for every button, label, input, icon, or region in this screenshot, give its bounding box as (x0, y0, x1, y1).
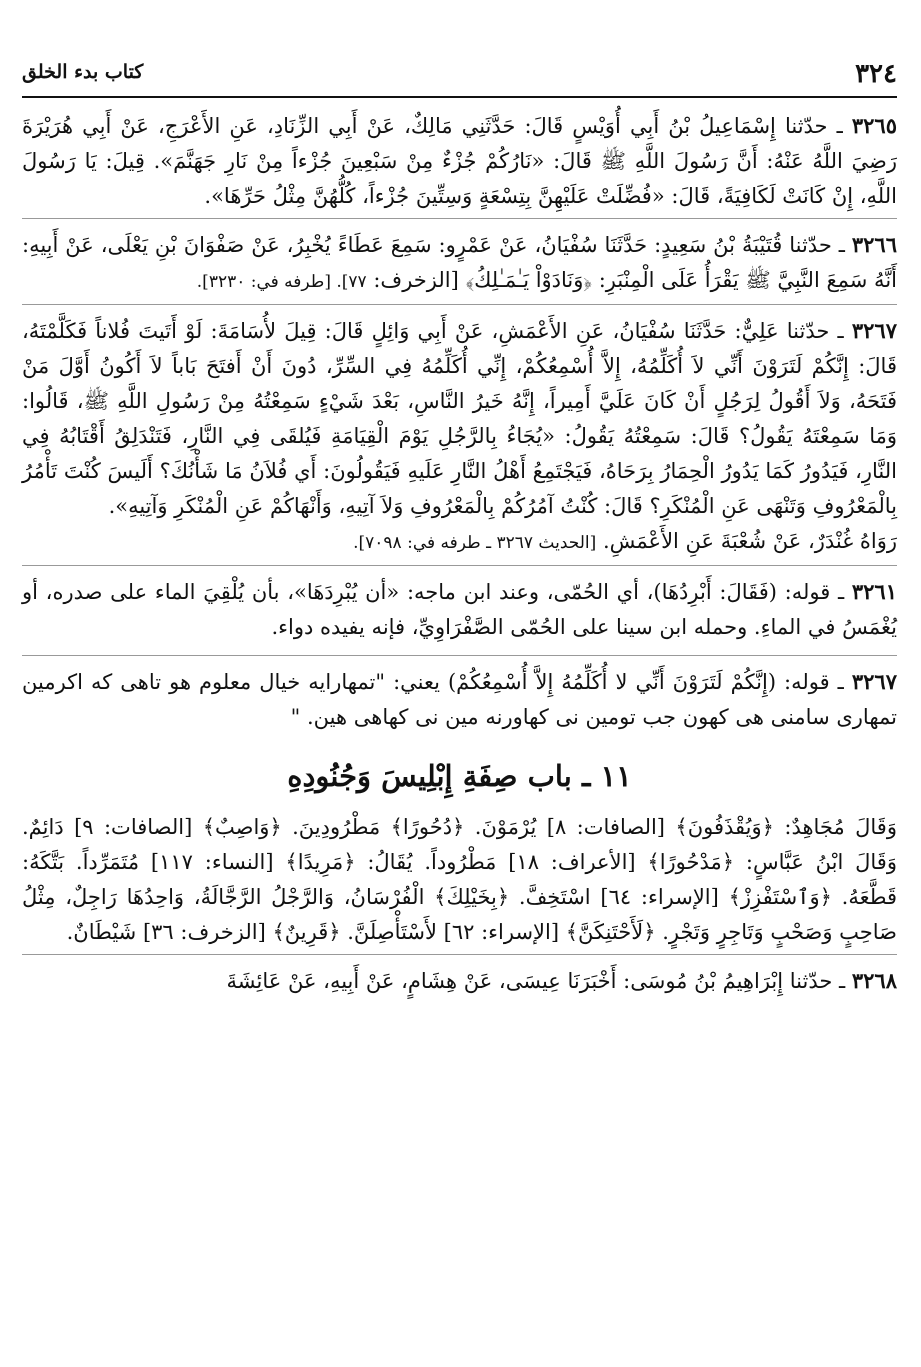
note-text: ـ قوله: (فَقَالَ: أَبْرِدُهَا)، أي الحُمّى، وعند ابن ماجه: «أن يُبْرِدَهَا»، بأن يُلْقِيَ الماء على صدره، أو يُغْمَسُ في الماءِ. وحمله ابن سينا على الحُمّى الصَّفْرَاوِيِّ، فإنه يفيده دواء. (22, 580, 897, 639)
book-title: كتاب بدء الخلق (22, 61, 144, 83)
hadith-reference: ٧٧]. [طرفه في: ٣٢٣٠]. (196, 272, 367, 292)
note-text: ـ قوله: (إِنَّكُمْ لَتَرَوْنَ أَنِّي لا أُكَلِّمُهُ إِلاَّ أُسْمِعُكُمْ) يعني: "تمهارايه خيال معلوم هو تاهى كه اكرمين تمهارى سامنى هى كهون جب تومين نى كهاورنه مين نى كهاهى هين. " (22, 670, 897, 729)
hadith-3267 (22, 313, 897, 524)
page-header (22, 52, 897, 98)
note-number: ٣٢٦٧ (851, 669, 897, 694)
chapter-intro-block (22, 810, 897, 955)
note-number: ٣٢٦١ (851, 579, 897, 604)
hadith-text: ـ حدّثنا قُتَيْبَةُ بْنُ سَعِيدٍ: حَدَّثَنَا سُفْيَانُ، عَنْ عَمْرٍو: سَمِعَ عَطَاءً يُخْبِرُ، عَنْ صَفْوَانَ بْنِ يَعْلَى، عَنْ أَبِيهِ: أَنَّهُ سَمِعَ النَّبِيَّ ﷺ يَقْرَأُ عَلَى الْمِنْبَرِ: ﴿وَنَادَوْاْ يَـٰمَـٰلِكُ﴾ [الزخرف: (22, 233, 897, 292)
note-3261 (22, 574, 897, 645)
note-3267 (22, 664, 897, 735)
hadith-number: ٣٢٦٨ (851, 968, 897, 993)
riwaya-text: رَوَاهُ غُنْدَرٌ، عَنْ شُعْبَةَ عَنِ الأَعْمَشِ. (602, 529, 897, 553)
hadith-text: ـ حدّثنا إِسْمَاعِيلُ بْنُ أَبِي أُوَيْسٍ قَالَ: حَدَّثَنِي مَالِكٌ، عَنْ أَبِي الزِّنَادِ، عَنِ الأَعْرَجِ، عَنْ أَبِي هُرَيْرَةَ رَضِيَ اللَّهُ عَنْهُ: أَنَّ رَسُولَ اللَّهِ ﷺ قَالَ: «نَارُكُمْ جُزْءٌ مِنْ سَبْعِينَ جُزْءاً مِنْ نَارِ جَهَنَّمَ». قِيلَ: يَا رَسُولَ اللَّهِ، إِنْ كَانَتْ لَكَافِيَةً، قَالَ: «فُضِّلَتْ عَلَيْهِنَّ بِتِسْعَةٍ وَسِتِّينَ جُزْءاً، كُلُّهُنَّ مِثْلُ حَرِّهَا». (22, 114, 897, 208)
hadith-3266 (22, 227, 897, 300)
hadith-block (22, 108, 897, 219)
page-number: ٣٢٤ (855, 59, 897, 89)
hadith-text: ـ حدّثنا إِبْرَاهِيمُ بْنُ مُوسَى: أَخْبَرَنَا عِيسَى، عَنْ هِشَامٍ، عَنْ أَبِيهِ، عَنْ عَائِشَةَ (226, 969, 846, 993)
chapter-intro: وَقَالَ مُجَاهِدٌ: ﴿وَيُقْذَفُونَ﴾ [الصافات: ٨] يُرْمَوْنَ. ﴿دُحُورًا﴾ مَطْرُودِينَ. ﴿وَاصِبٌ﴾ [الصافات: ٩] دَائِمٌ. وَقَالَ ابْنُ عَبَّاسٍ: ﴿مَدْحُورًا﴾ [الأعراف: ١٨] مَطْرُوداً. يُقَالُ: ﴿مَرِيدًا﴾ [النساء: ١١٧] مُتَمَرِّداً. بَتَّكَهُ: قَطَّعَهُ. ﴿وَٱسْتَفْزِزْ﴾ [الإسراء: ٦٤] اسْتَخِفَّ. ﴿بِخَيْلِكَ﴾ الْفُرْسَانُ، وَالرَّجْلُ الرَّجَّالَةُ، وَاحِدُهَا رَاجِلٌ، مِثْلُ صَاحِبٍ وَصَحْبٍ وَتَاجِرٍ وَتَجْرٍ. ﴿لَأَحْتَنِكَنَّ﴾ [الإسراء: ٦٢] لأَسْتَأْصِلَنَّ. ﴿قَرِينٌ﴾ [الزخرف: ٣٦] شَيْطَانٌ. (22, 815, 897, 944)
page-content (22, 108, 897, 999)
hadith-number: ٣٢٦٦ (851, 232, 897, 257)
note-block (22, 574, 897, 656)
hadith-3268 (22, 963, 897, 999)
hadith-text: ـ حدّثنا عَلِيٌّ: حَدَّثَنَا سُفْيَانُ، عَنِ الأَعْمَشِ، عَنْ أَبِي وَائِلٍ قَالَ: قِيلَ لأُسَامَةَ: لَوْ أَتَيتَ فُلاناً فَكَلَّمْتَهُ، قَالَ: إِنَّكُمْ لَتَرَوْنَ أَنِّي لاَ أُكَلِّمُهُ، إِلاَّ أُسْمِعُكُمْ، إِنِّي أُكَلِّمُهُ فِي السِّرِّ، دُونَ أَنْ أَفتَحَ بَاباً لاَ أَكُونُ أَوَّلَ مَنْ فَتَحَهُ، وَلاَ أَقُولُ لِرَجُلٍ أَنْ كَانَ عَلَيَّ أَمِيراً، إِنَّهُ خَيرُ النَّاسِ، بَعْدَ شَيْءٍ سَمِعْتُهُ مِنْ رَسُولِ اللَّهِ ﷺ، قَالُوا: وَمَا سَمِعْتَهُ يَقُولُ؟ قَالَ: سَمِعْتُهُ يَقُولُ: «يُجَاءُ بِالرَّجُلِ يَوْمَ الْقِيَامَةِ فَيُلقَى فِي النَّارِ، فَتَنْدَلِقُ أَقْتَابُهُ فِي النَّارِ، فَيَدُورُ كَمَا يَدُورُ الْحِمَارُ بِرَحَاهُ، فَيَجْتَمِعُ أَهْلُ النَّارِ عَلَيهِ فَيَقُولُونَ: أَي فُلاَنُ مَا شَأْنُكَ؟ أَلَيسَ كُنْتَ تَأْمُرُ بِالْمَعْرُوفِ وَتَنْهَى عَنِ الْمُنْكَرِ؟ قَالَ: كُنْتُ آمُرُكُمْ بِالْمَعْرُوفِ وَلاَ آتِيهِ، وَأَنْهَاكُمْ عَنِ الْمُنْكَرِ وَآتِيهِ». (22, 319, 897, 518)
hadith-block (22, 313, 897, 566)
hadith-number: ٣٢٦٥ (851, 113, 897, 138)
hadith-riwaya (22, 524, 897, 561)
chapter-heading: ١١ ـ باب صِفَةِ إِبْلِيسَ وَجُنُودِهِ (287, 759, 632, 793)
riwaya-reference: [الحديث ٣٢٦٧ ـ طرفه في: ٧٠٩٨]. (353, 533, 597, 553)
hadith-block (22, 227, 897, 305)
hadith-3265 (22, 108, 897, 214)
hadith-number: ٣٢٦٧ (851, 318, 897, 343)
